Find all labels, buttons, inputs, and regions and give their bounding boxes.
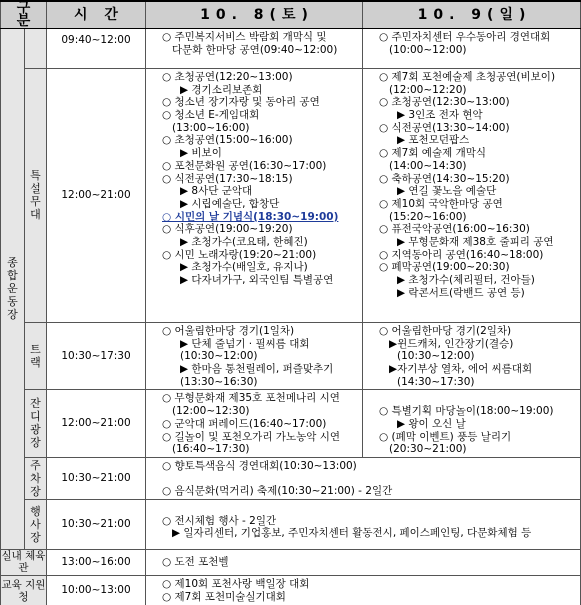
header-row: [1, 1, 581, 29]
rows-1-sat-line: ▶ 초청가수(배일호, 유지나): [150, 261, 359, 274]
rows-1-sun-line: ○ 초청공연(12:30~13:00): [367, 96, 577, 109]
header-category: 구 분: [1, 1, 47, 29]
day1-cell: [146, 29, 363, 69]
day2-cell: [363, 69, 581, 323]
rows-1-sun-content: [363, 69, 580, 300]
rows-1-sun-line: ▶ 락콘서트(락밴드 공연 등): [367, 287, 577, 300]
group-label-stadium: [1, 29, 25, 550]
day1-cell: [146, 69, 363, 323]
rows-4-sat-content: [146, 458, 580, 499]
indoor-gym-content: [146, 550, 580, 570]
schedule-body: [1, 29, 581, 605]
rows-3-sun-line: ○ 특별기획 마당놀이(18:00~19:00): [367, 405, 577, 418]
time-cell: 12:00~21:00: [47, 69, 146, 323]
venue-label: [25, 69, 47, 323]
rows-4-sat-line: [150, 473, 577, 486]
header-day2: 10. 9(일): [363, 1, 581, 29]
rows-1-sat-line: ▶ 8사단 군악대: [150, 185, 359, 198]
time-cell: 13:00~16:00: [47, 549, 146, 575]
rows-3-sun-line: (20:30~21:00): [367, 443, 577, 456]
rows-5-sat-content: [146, 500, 580, 541]
education-office-row: [1, 575, 581, 605]
rows-2-sun-content: [363, 323, 580, 389]
rows-1-sat-line: ▶ 다자녀가구, 외국인팀 특별공연: [150, 274, 359, 287]
rows-5-sat-line: ▶ 일자리센터, 기업홍보, 주민자치센터 활동전시, 페이스페인팅, 다문화체험 등: [150, 527, 577, 540]
venue-label: [25, 457, 47, 499]
rows-3-sat-line: (16:40~17:30): [150, 443, 359, 456]
rows-0-sun-content: [363, 29, 580, 57]
rows-2-sat-line: ▶ 단체 줄넘기 · 필씨름 대회: [150, 338, 359, 351]
rows-3-sun-line: ▶ 왕이 오신 날: [367, 418, 577, 431]
education-office-line: ○ 제10회 포천사랑 백일장 대회: [150, 578, 577, 591]
day2-cell: [363, 323, 581, 390]
rows-3-sat-line: ○ 군악대 퍼레이드(16:40~17:00): [150, 418, 359, 431]
schedule-row: [1, 29, 581, 69]
group-label-text: 종합운동장: [7, 256, 19, 321]
venue-label-text: 주차장: [30, 459, 42, 498]
rows-1-sun-line: ○ 퓨전국악공연(16:00~16:30): [367, 223, 577, 236]
rows-2-sat-content: [146, 323, 362, 389]
rows-0-sun-line: ○ 주민자치센터 우수동아리 경연대회: [367, 31, 577, 44]
rows-1-sat-line: ○ 청소년 E-게임대회: [150, 109, 359, 122]
rows-1-sat-line: ▶ 경기소리보존회: [150, 84, 359, 97]
education-office-events: [146, 575, 581, 605]
rows-3-sat-content: [146, 390, 362, 456]
rows-3-sat-line: ○ 무형문화재 제35호 포천메나리 시연: [150, 392, 359, 405]
education-office-content: [146, 576, 580, 604]
rows-1-sun-line: (15:20~16:00): [367, 211, 577, 224]
rows-1-sun-line: ▶ 초청가수(체리필터, 건아들): [367, 274, 577, 287]
rows-2-sun-line: ▶자기부상 열차, 에어 씨름대회: [367, 363, 577, 376]
rows-2-sun-line: (14:30~17:30): [367, 376, 577, 389]
rows-1-sat-line: ○ 초청공연(12:20~13:00): [150, 71, 359, 84]
schedule-row: [1, 69, 581, 323]
both-days-cell: [146, 457, 581, 499]
rows-3-sun-line: ○ (폐막 이벤트) 풍등 날리기: [367, 431, 577, 444]
venue-label-text: 행사장: [30, 505, 42, 544]
day2-cell: [363, 29, 581, 69]
time-cell: 09:40~12:00: [47, 29, 146, 69]
time-cell: 10:30~21:00: [47, 457, 146, 499]
schedule-row: [1, 499, 581, 549]
venue-label: [25, 499, 47, 549]
rows-0-sat-content: [146, 29, 362, 57]
rows-1-sat-line: ▶ 시립예술단, 합창단: [150, 198, 359, 211]
rows-1-sat-line: ○ 식전공연(17:30~18:15): [150, 173, 359, 186]
rows-1-sun-line: ▶ 포천모던팝스: [367, 134, 577, 147]
rows-1-sun-line: ○ 축하공연(14:30~15:20): [367, 173, 577, 186]
rows-2-sat-line: (13:30~16:30): [150, 376, 359, 389]
venue-label-text: 트랙: [30, 343, 42, 369]
rows-0-sat-line: ○ 주민복지서비스 박람회 개막식 및: [150, 31, 359, 44]
rows-1-sat-line: ▶ 비보이: [150, 147, 359, 160]
schedule-row: [1, 457, 581, 499]
rows-1-sat-line: ○ 시민 노래자랑(19:20~21:00): [150, 249, 359, 262]
rows-1-sat-line: ○ 식후공연(19:00~19:20): [150, 223, 359, 236]
rows-1-sun-line: ○ 제10회 국악한마당 공연: [367, 198, 577, 211]
rows-2-sat-line: (10:30~12:00): [150, 350, 359, 363]
time-cell: 10:00~13:00: [47, 575, 146, 605]
rows-0-sat-line: 다문화 한마당 공연(09:40~12:00): [150, 44, 359, 57]
education-office-label: 교육 지원청: [1, 575, 47, 605]
schedule-row: [1, 390, 581, 457]
rows-2-sat-line: ○ 어울림한마당 경기(1일차): [150, 325, 359, 338]
rows-3-sat-line: ○ 길놀이 및 포천오가리 가노농악 시연: [150, 431, 359, 444]
time-cell: 12:00~21:00: [47, 390, 146, 457]
time-cell: 10:30~17:30: [47, 323, 146, 390]
rows-1-sun-line: ▶ 연길 꽃노을 예술단: [367, 185, 577, 198]
day1-cell: [146, 390, 363, 457]
day2-cell: [363, 390, 581, 457]
rows-1-sun-line: ○ 제7회 포천예술제 초청공연(비보이): [367, 71, 577, 84]
rows-1-sat-line: (13:00~16:00): [150, 122, 359, 135]
schedule-row: [1, 323, 581, 390]
rows-3-sat-line: (12:00~12:30): [150, 405, 359, 418]
venue-label-text: 특설무대: [30, 169, 42, 221]
rows-0-sun-line: (10:00~12:00): [367, 44, 577, 57]
citizens-day-ceremony-line: ○ 시민의 날 기념식(18:30~19:00): [150, 211, 359, 224]
venue-label-text: 잔디광장: [30, 397, 42, 449]
rows-1-sat-line: ○ 초청공연(15:00~16:00): [150, 134, 359, 147]
time-cell: 10:30~21:00: [47, 499, 146, 549]
rows-1-sun-line: ▶ 3인조 전자 현악: [367, 109, 577, 122]
day1-cell: [146, 323, 363, 390]
rows-5-sat-line: [150, 502, 577, 515]
venue-label: [25, 390, 47, 457]
rows-3-sun-content: [363, 390, 580, 456]
rows-2-sun-line: (10:30~12:00): [367, 350, 577, 363]
rows-1-sun-line: ○ 제7회 예술제 개막식: [367, 147, 577, 160]
rows-2-sat-line: ▶ 한마음 통천릴레이, 퍼즐맞추기: [150, 363, 359, 376]
rows-1-sun-line: ○ 지역동아리 공연(16:40~18:00): [367, 249, 577, 262]
venue-label: [25, 29, 47, 69]
rows-4-sat-line: ○ 향토특색음식 경연대회(10:30~13:00): [150, 460, 577, 473]
header-day1: 10. 8(토): [146, 1, 363, 29]
indoor-gym-event: [146, 549, 581, 575]
education-office-line: ○ 제7회 포천미술실기대회: [150, 591, 577, 604]
rows-1-sun-line: ▶ 무형문화재 제38호 줄피리 공연: [367, 236, 577, 249]
rows-5-sat-line: ○ 전시체험 행사 - 2일간: [150, 515, 577, 528]
rows-2-sun-line: ○ 어울림한마당 경기(2일차): [367, 325, 577, 338]
rows-1-sun-line: ○ 식전공연(13:30~14:00): [367, 122, 577, 135]
rows-1-sun-line: (12:00~12:20): [367, 84, 577, 97]
rows-1-sat-line: ○ 청소년 장기자랑 및 동아리 공연: [150, 96, 359, 109]
both-days-cell: [146, 499, 581, 549]
rows-1-sat-line: ○ 포천문화원 공연(16:30~17:00): [150, 160, 359, 173]
rows-1-sun-line: (14:00~14:30): [367, 160, 577, 173]
indoor-gym-row: [1, 549, 581, 575]
indoor-gym-line: ○ 도전 포천벨: [150, 556, 577, 569]
rows-3-sun-line: [367, 392, 577, 405]
indoor-gym-label: 실내 체육관: [1, 549, 47, 575]
rows-4-sat-line: ○ 음식문화(먹거리) 축제(10:30~21:00) - 2일간: [150, 485, 577, 498]
rows-1-sat-line: ▶ 초청가수(코요태, 한혜진): [150, 236, 359, 249]
rows-1-sat-content: [146, 69, 362, 288]
rows-1-sun-line: ○ 폐막공연(19:00~20:30): [367, 261, 577, 274]
venue-label: [25, 323, 47, 390]
rows-2-sun-line: ▶윈드캐처, 인간장기(결승): [367, 338, 577, 351]
header-time: 시 간: [47, 1, 146, 29]
